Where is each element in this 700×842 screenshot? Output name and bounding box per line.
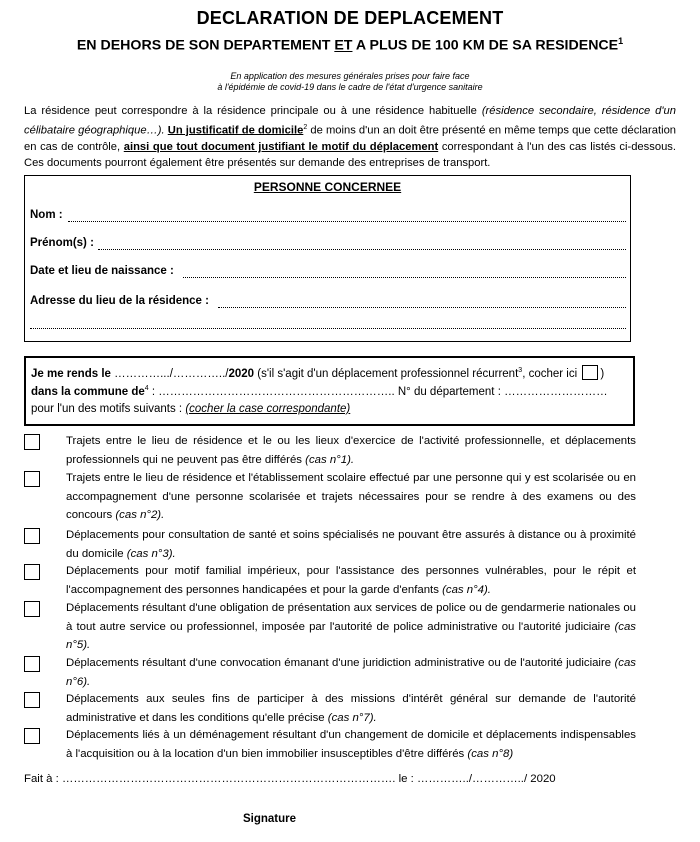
reason-checkbox[interactable] [24, 564, 40, 580]
legal-context: En application des mesures générales prises pour faire face à l'épidémie de covid-19 dans le cadre de l'état d'urgence sanitaire [217, 71, 483, 92]
naissance-field[interactable] [183, 277, 626, 278]
reason-text: Déplacements résultant d'une obligation de présentation aux services de police ou de gendarmerie nationales ou à tout autre service ou professionnel, imposée par l'autorité de police administrative ou l'autorité judiciaire (cas n°5). [66, 602, 636, 651]
reason-text: Déplacements pour motif familial impérieux, pour l'assistance des personnes vulnérables, pour le répit et l'accompagnement des personnes handicapées et pour la garde d'enfants (cas n°4). [66, 565, 636, 596]
person-heading: PERSONNE CONCERNEE [253, 180, 402, 194]
naissance-label: Date et lieu de naissance : [30, 265, 174, 277]
reason-checkbox[interactable] [24, 434, 40, 450]
person-section [24, 175, 631, 342]
trip-motifs-line: pour l'un des motifs suivants : (cocher la case correspondante) [31, 403, 351, 415]
trip-date-line: Je me rends le ………….../…………../2020 (s'il s'agit d'un déplacement professionnel récurrent$^3$, cocher ici ) [31, 365, 604, 380]
signature-label: Signature [243, 813, 297, 825]
reason-checkbox[interactable] [24, 601, 40, 617]
adresse-field-line2[interactable] [30, 328, 626, 329]
reason-checkbox[interactable] [24, 692, 40, 708]
reason-checkbox[interactable] [24, 656, 40, 672]
trip-commune-line: dans la commune $de^4$ : …………………………………………………….. N° du département : ……………………… [31, 385, 608, 398]
adresse-label: Adresse du lieu de la résidence : [30, 295, 209, 307]
reason-text: Déplacements résultant d'une convocation émanant d'une juridiction administrative ou de l'autorité judiciaire (cas n°6). [66, 657, 636, 688]
reason-checkbox[interactable] [24, 471, 40, 487]
adresse-field[interactable] [218, 307, 626, 308]
reason-text: Déplacements aux seules fins de participer à des missions d'intérêt général sur demande de l'autorité administrative et dans les conditions qu'elle précise (cas n°7). [66, 693, 636, 724]
prenom-field[interactable] [98, 249, 626, 250]
nom-field[interactable] [68, 221, 626, 222]
reason-text: Trajets entre le lieu de résidence et l'établissement scolaire effectué par une personne qui y est scolarisée ou en accompagnement d'une personne scolarisée et trajets nécessaires pour se rendre à des examens ou des concours (cas n°2). [66, 472, 636, 521]
reason-checkbox[interactable] [24, 528, 40, 544]
nom-label: Nom : [30, 209, 63, 221]
form-title: DECLARATION DE DEPLACEMENT [196, 8, 504, 28]
reason-checkbox[interactable] [24, 728, 40, 744]
reason-text: Déplacements pour consultation de santé et soins spécialisés ne pouvant être assurés à distance ou à proximité du domicile (cas n°3). [66, 529, 636, 560]
prenom-label: Prénom(s) : [30, 237, 94, 249]
reason-text: Trajets entre le lieu de résidence et le ou les lieux d'exercice de l'activité professionnelle, et déplacements professionnels qui ne peuvent pas être différés (cas n°1). [66, 435, 636, 466]
trip-section [24, 356, 635, 426]
recurrent-checkbox[interactable] [582, 365, 598, 380]
reason-text: Déplacements liés à un déménagement résultant d'un changement de domicile et déplacements indispensables à l'acquisition ou à la location d'un bien immobilier insusceptibles d'être différés (cas n°8) [66, 729, 636, 760]
fait-a-line[interactable]: Fait à : ……………………………………………………………………………. le : …………../…………../ 2020 [24, 773, 556, 785]
intro-paragraph: La résidence peut correspondre à la résidence principale ou à une résidence habituelle (résidence secondaire, résidence d'un célibataire géographique…). Un justificatif de domicile$^2$ de moins d'un an doit être présenté en même temps que cette déclaration en cas de contrôle, ainsi que tout document justifiant le motif du déplacement correspondant à l'un des cas listés ci-dessous. Ces documents pourront également être présentés sur demande des entreprises de transport. [24, 105, 677, 170]
form-subtitle: EN DEHORS DE SON DEPARTEMENT ET A PLUS DE 100 KM DE SA RESIDENCE$^1$ [76, 36, 624, 54]
